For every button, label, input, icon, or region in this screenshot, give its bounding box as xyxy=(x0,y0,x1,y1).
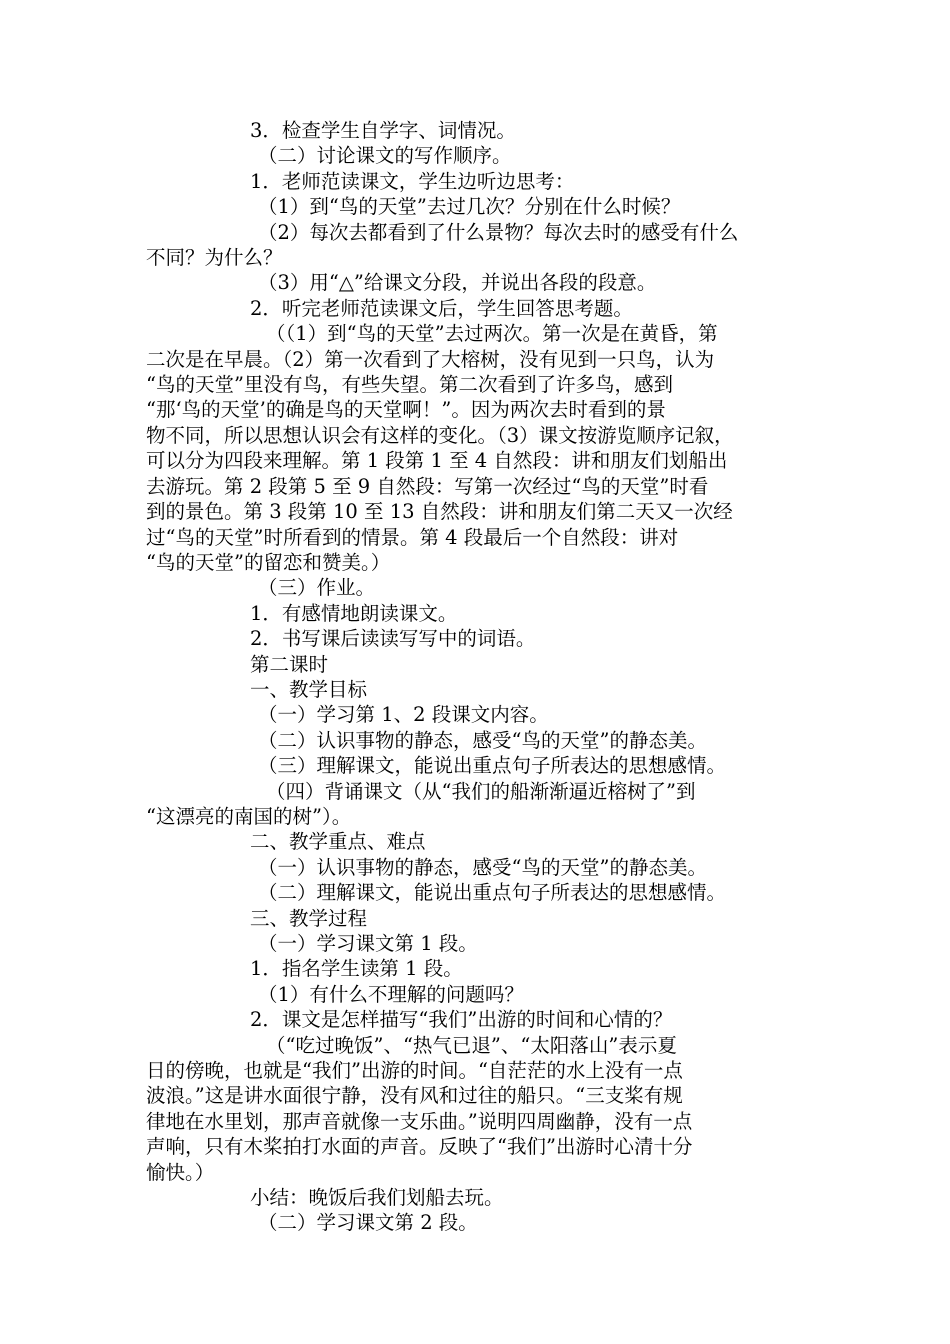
text-line: 1．指名学生读第 1 段。 xyxy=(250,957,463,981)
text-line: “那‘鸟的天堂’的确是鸟的天堂啊！”。因为两次去时看到的景 xyxy=(146,398,666,422)
text-line: （四）背诵课文（从“我们的船渐渐逼近榕树了”到 xyxy=(266,779,696,803)
text-line: （一）学习课文第 1 段。 xyxy=(258,932,478,955)
text-line: 不同？为什么？ xyxy=(146,246,283,270)
text-line: 一、教学目标 xyxy=(250,677,368,701)
text-line: 去游玩。第 2 段第 5 至 9 自然段：写第一次经过“鸟的天堂”时看 xyxy=(146,474,709,498)
text-line: 愉快。） xyxy=(146,1160,215,1184)
text-line: “这漂亮的南国的树”）。 xyxy=(146,804,352,828)
text-line: （二）学习课文第 2 段。 xyxy=(258,1211,478,1235)
text-line: （二）讨论课文的写作顺序。 xyxy=(258,144,512,168)
text-line: “鸟的天堂”的留恋和赞美。） xyxy=(146,550,391,574)
text-line: 第二课时 xyxy=(250,652,329,676)
text-line: 2．书写课后读读写写中的词语。 xyxy=(250,627,536,651)
text-line: 1．老师范读课文，学生边听边思考： xyxy=(250,169,575,193)
text-line: （（1）到“鸟的天堂”去过两次。第一次是在黄昏，第 xyxy=(266,322,718,346)
text-line: （三）作业。 xyxy=(258,576,376,600)
text-line: 声响，只有木桨拍打水面的声音。反映了“我们”出游时心清十分 xyxy=(146,1135,693,1159)
text-line: （1）到“鸟的天堂”去过几次？分别在什么时候？ xyxy=(258,195,681,219)
text-line: 小结：晚饭后我们划船去玩。 xyxy=(250,1186,504,1210)
text-line: （一）认识事物的静态，感受“鸟的天堂”的静态美。 xyxy=(258,855,707,879)
text-line: （1）有什么不理解的问题吗？ xyxy=(258,982,524,1006)
text-line: 物不同，所以思想认识会有这样的变化。（3）课文按游览顺序记叙， xyxy=(146,423,734,447)
text-line: 1．有感情地朗读课文。 xyxy=(250,601,458,625)
document-body xyxy=(146,118,812,1236)
text-line: “鸟的天堂”里没有鸟，有些失望。第二次看到了许多鸟，感到 xyxy=(146,373,673,397)
text-line: 2．课文是怎样描写“我们”出游的时间和心情的？ xyxy=(250,1008,673,1032)
text-line: （二）理解课文，能说出重点句子所表达的思想感情。 xyxy=(258,881,727,905)
text-line: 二次是在早晨。（2）第一次看到了大榕树，没有见到一只鸟，认为 xyxy=(146,347,715,371)
text-line: 可以分为四段来理解。第 1 段第 1 至 4 自然段：讲和朋友们划船出 xyxy=(146,449,728,473)
text-line: （2）每次去都看到了什么景物？每次去时的感受有什么 xyxy=(258,220,739,244)
text-line: 三、教学过程 xyxy=(250,906,368,930)
text-line: （三）理解课文，能说出重点句子所表达的思想感情。 xyxy=(258,754,727,778)
text-line: 律地在水里划，那声音就像一支乐曲。”说明四周幽静，没有一点 xyxy=(146,1109,693,1133)
text-line: （二）认识事物的静态，感受“鸟的天堂”的静态美。 xyxy=(258,728,707,752)
text-line: 二、教学重点、难点 xyxy=(250,830,426,854)
text-line: 2．听完老师范读课文后，学生回答思考题。 xyxy=(250,296,633,320)
text-line: （一）学习第 1、2 段课文内容。 xyxy=(258,703,549,727)
text-line: 到的景色。第 3 段第 10 至 13 自然段：讲和朋友们第二天又一次经 xyxy=(146,500,733,524)
text-line: （“吃过晚饭”、“热气已退”、“太阳落山”表示夏 xyxy=(266,1033,677,1057)
text-line: 波浪。”这是讲水面很宁静，没有风和过往的船只。“三支桨有规 xyxy=(146,1084,683,1108)
text-line: （3）用“△”给课文分段，并说出各段的段意。 xyxy=(258,271,657,295)
text-line: 过“鸟的天堂”时所看到的情景。第 4 段最后一个自然段：讲对 xyxy=(146,525,679,549)
text-line: 日的傍晚，也就是“我们”出游的时间。“自茫茫的水上没有一点 xyxy=(146,1059,683,1083)
text-line: 3．检查学生自学字、词情况。 xyxy=(250,119,516,142)
